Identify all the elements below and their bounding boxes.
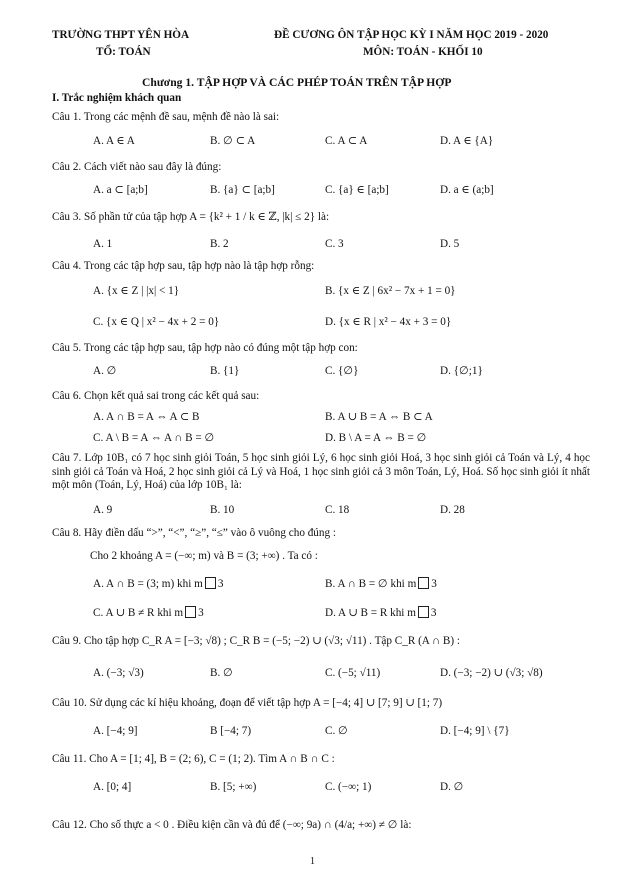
q1-option-c: C. A ⊂ A xyxy=(325,135,368,147)
q10-option-c: C. ∅ xyxy=(325,725,348,737)
question-7-stem: Câu 7. Lớp 10B₁ có 7 học sinh giỏi Toán, 5 học sinh giỏi Lý, 6 học sinh giỏi Hoá, 3 học sinh giỏi cả Toán và Lý, 4 học sinh giỏi cả Toán và Hoá, 2 học sinh giỏi cả Lý và Hoá, 1 học sinh giỏi cả 3 môn Toán, Lý, Hoá. Số học sinh giỏi ít nhất một môn (Toán, Lý, Hoá) của lớp 10B₁ là: xyxy=(52,452,590,491)
q6-option-b: B. A ∪ B = A ⇔ B ⊂ A xyxy=(325,411,433,423)
q5-option-d: D. {∅;1} xyxy=(440,365,483,377)
q8-option-c-text: C. A ∪ B ≠ R khi m xyxy=(93,607,184,619)
q5-option-a: A. ∅ xyxy=(93,365,117,377)
q8-option-b xyxy=(325,577,437,591)
outline-title: ĐỀ CƯƠNG ÔN TẬP HỌC KỲ I NĂM HỌC 2019 - 2020 xyxy=(274,29,549,41)
q4-option-b: B. {x ∈ Z | 6x² − 7x + 1 = 0} xyxy=(325,285,456,297)
school-name: TRƯỜNG THPT YÊN HÒA xyxy=(52,29,190,41)
q9-option-b: B. ∅ xyxy=(210,667,233,679)
question-2-stem: Câu 2. Cách viết nào sau đây là đúng: xyxy=(52,161,222,173)
question-1-stem: Câu 1. Trong các mệnh đề sau, mệnh đề nào là sai: xyxy=(52,111,280,123)
q11-option-c: C. (−∞; 1) xyxy=(325,781,372,793)
question-6-stem: Câu 6. Chọn kết quả sai trong các kết quả sau: xyxy=(52,390,260,402)
question-11-stem: Câu 11. Cho A = [1; 4], B = (2; 6), C = (1; 2). Tìm A ∩ B ∩ C : xyxy=(52,753,335,765)
question-12-stem: Câu 12. Cho số thực a < 0 . Điều kiện cần và đủ để (−∞; 9a) ∩ (4/a; +∞) ≠ ∅ là: xyxy=(52,819,412,831)
q8-option-c xyxy=(93,606,204,620)
q8-option-b-value: 3 xyxy=(431,578,437,590)
q4-option-d: D. {x ∈ R | x² − 4x + 3 = 0} xyxy=(325,316,452,328)
q7-option-b: B. 10 xyxy=(210,504,235,516)
q4-option-a: A. {x ∈ Z | |x| < 1} xyxy=(93,285,180,297)
q11-option-d: D. ∅ xyxy=(440,781,464,793)
q1-option-d: D. A ∈ {A} xyxy=(440,135,494,147)
question-9-stem: Câu 9. Cho tập hợp C_R A = [−3; √8) ; C_R B = (−5; −2) ∪ (√3; √11) . Tập C_R (A ∩ B) : xyxy=(52,635,461,647)
q8-option-a xyxy=(93,577,223,591)
q8-option-d-text: D. A ∪ B = R khi m xyxy=(325,607,416,619)
q7-option-c: C. 18 xyxy=(325,504,350,516)
chapter-title: Chương 1. TẬP HỢP VÀ CÁC PHÉP TOÁN TRÊN TẬP HỢP xyxy=(142,76,452,89)
answer-box[interactable] xyxy=(418,577,429,589)
answer-box[interactable] xyxy=(418,606,429,618)
q5-option-c: C. {∅} xyxy=(325,365,359,377)
question-8-stem: Câu 8. Hãy điền dấu “>”, “<”, “≥”, “≤” vào ô vuông cho đúng : xyxy=(52,527,336,539)
q9-option-c: C. (−5; √11) xyxy=(325,667,381,679)
q7-option-a: A. 9 xyxy=(93,504,113,516)
q1-option-b: B. ∅ ⊂ A xyxy=(210,135,256,147)
section-title: I. Trắc nghiệm khách quan xyxy=(52,92,182,104)
q2-option-c: C. {a} ∈ [a;b] xyxy=(325,184,389,196)
question-4-stem: Câu 4. Trong các tập hợp sau, tập hợp nào là tập hợp rỗng: xyxy=(52,260,315,272)
q8-option-d xyxy=(325,606,437,620)
q11-option-b: B. [5; +∞) xyxy=(210,781,257,793)
q8-option-a-text: A. A ∩ B = (3; m) khi m xyxy=(93,578,203,590)
q3-option-b: B. 2 xyxy=(210,238,229,250)
q2-option-d: D. a ∈ (a;b] xyxy=(440,184,494,196)
answer-box[interactable] xyxy=(185,606,196,618)
q7-option-d: D. 28 xyxy=(440,504,465,516)
q1-option-a: A. A ∈ A xyxy=(93,135,135,147)
q5-option-b: B. {1} xyxy=(210,365,240,377)
department: TỔ: TOÁN xyxy=(96,46,151,58)
q8-given: Cho 2 khoảng A = (−∞; m) và B = (3; +∞) . Ta có : xyxy=(90,550,318,562)
q6-option-a: A. A ∩ B = A ⇔ A ⊂ B xyxy=(93,411,200,423)
q9-option-d: D. (−3; −2) ∪ (√3; √8) xyxy=(440,667,543,679)
q2-option-b: B. {a} ⊂ [a;b] xyxy=(210,184,275,196)
q6-option-d: D. B \ A = A ⇔ B = ∅ xyxy=(325,432,427,444)
page-number: 1 xyxy=(310,856,315,867)
q8-option-d-value: 3 xyxy=(430,607,437,619)
q6-option-c: C. A \ B = A ⇔ A ∩ B = ∅ xyxy=(93,432,215,444)
answer-box[interactable] xyxy=(205,577,216,589)
q11-option-a: A. [0; 4] xyxy=(93,781,132,793)
q8-option-a-value: 3 xyxy=(217,578,224,590)
question-5-stem: Câu 5. Trong các tập hợp sau, tập hợp nào có đúng một tập hợp con: xyxy=(52,342,358,354)
q3-option-c: C. 3 xyxy=(325,238,344,250)
question-10-stem: Câu 10. Sử dụng các kí hiệu khoảng, đoạn để viết tập hợp A = [−4; 4] ∪ [7; 9] ∪ [1; 7) xyxy=(52,697,443,709)
subject-title: MÔN: TOÁN - KHỐI 10 xyxy=(363,46,483,58)
q2-option-a: A. a ⊂ [a;b] xyxy=(93,184,148,196)
q3-option-d: D. 5 xyxy=(440,238,460,250)
q4-option-c: C. {x ∈ Q | x² − 4x + 2 = 0} xyxy=(93,316,220,328)
q10-option-d: D. [−4; 9] \ {7} xyxy=(440,725,510,737)
q10-option-a: A. [−4; 9] xyxy=(93,725,138,737)
q3-option-a: A. 1 xyxy=(93,238,113,250)
question-3-stem: Câu 3. Số phần tử của tập hợp A = {k² + 1 / k ∈ ℤ, |k| ≤ 2} là: xyxy=(52,211,330,223)
q8-option-b-text: B. A ∩ B = ∅ khi m xyxy=(325,578,417,590)
q8-option-c-value: 3 xyxy=(198,607,204,619)
q10-option-b: B [−4; 7) xyxy=(210,725,252,737)
q9-option-a: A. (−3; √3) xyxy=(93,667,144,679)
